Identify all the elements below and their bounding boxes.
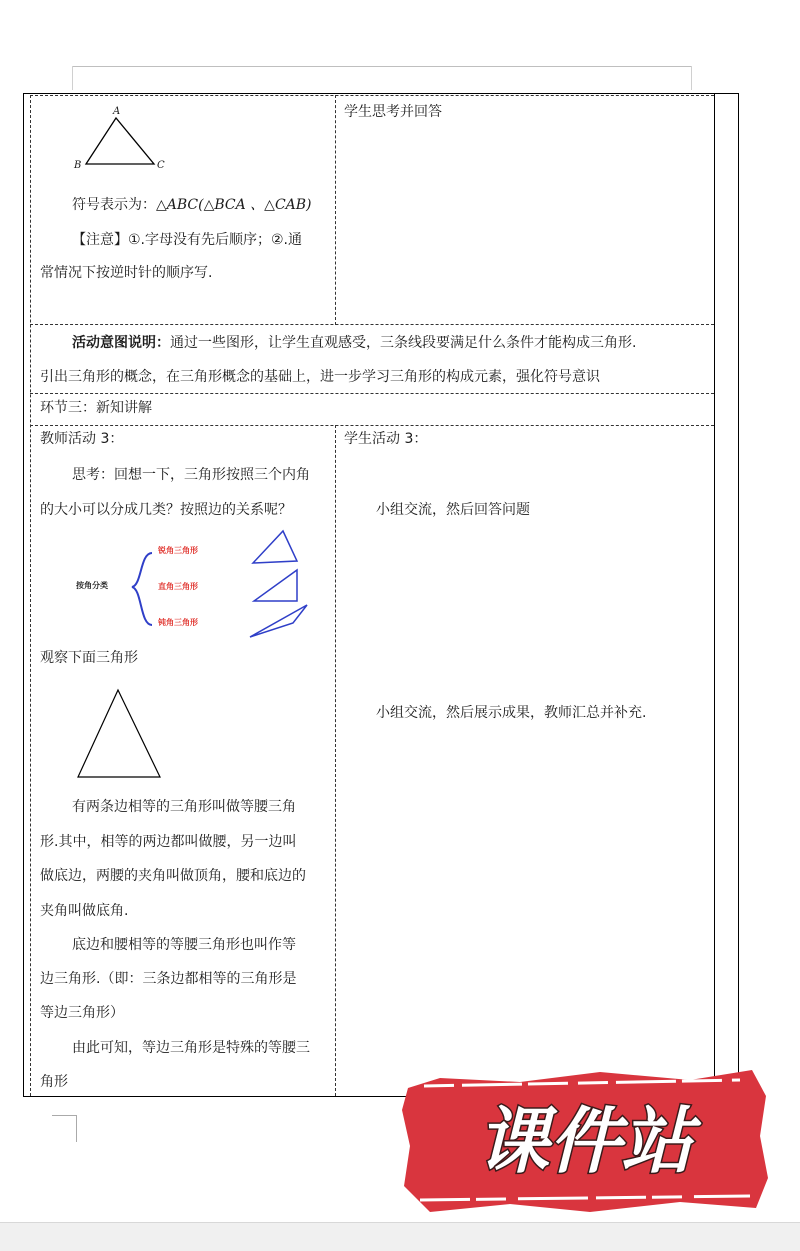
conclusion-line-2: 角形 [40,1074,68,1090]
right-triangle-label: 直角三角形 [158,582,198,591]
student-activity-heading: 学生活动 3： [344,431,428,447]
watermark-stamp-logo [400,1066,770,1216]
page-top-rule [72,66,692,67]
symbol-notation [72,195,312,215]
page-corner-mark [52,1115,77,1142]
student-answer-2: 小组交流，然后展示成果，教师汇总并补充. [376,705,647,721]
equilateral-line-3: 等边三角形） [40,1005,124,1021]
triangle-examples-figure [245,525,315,645]
vertex-label-a: A [113,106,121,117]
equilateral-line-1: 底边和腰相等的等腰三角形也叫作等 [72,937,296,953]
vertex-label-b: B [74,160,82,171]
teacher-activity-heading: 教师活动 3： [40,431,124,447]
think-line-2: 的大小可以分成几类？按照边的关系呢？ [40,502,292,518]
bottom-status-bar [0,1222,800,1251]
column-divider-mid-2 [335,425,336,1096]
intent-line-1 [72,333,636,353]
intent-label: 活动意图说明： [72,335,170,351]
row-divider-1 [30,324,714,325]
symbol-math: △ABC(△BCA 、△CAB) [156,197,312,213]
conclusion-line-1: 由此可知，等边三角形是特殊的等腰三 [72,1040,310,1056]
student-answer-1: 小组交流，然后回答问题 [376,502,530,518]
acute-triangle-label: 锐角三角形 [158,546,198,555]
student-think-answer: 学生思考并回答 [344,104,442,120]
row-divider-3 [30,425,714,426]
vertex-label-c: C [157,160,165,171]
note-line-2: 常情况下按逆时针的顺序写. [40,265,213,281]
note-line-1: 【注意】①.字母没有先后顺序；②.通 [72,232,303,248]
obtuse-triangle-label: 钝角三角形 [158,618,198,627]
observe-text: 观察下面三角形 [40,650,138,666]
isosceles-line-1: 有两条边相等的三角形叫做等腰三角 [72,799,296,815]
row-divider-2 [30,393,714,394]
isosceles-line-2: 形.其中，相等的两边都叫做腰，另一边叫 [40,834,297,850]
think-line-1: 思考：回想一下，三角形按照三个内角 [72,467,310,483]
section-title: 环节三：新知讲解 [40,400,152,416]
column-divider-mid-1 [335,95,336,325]
page-margin-mark-left [72,66,73,90]
isosceles-line-4: 夹角叫做底角. [40,903,129,919]
watermark-text: 课件站 [476,1099,694,1183]
symbol-prefix: 符号表示为： [72,197,156,213]
row-divider-top [30,95,714,96]
column-divider-left [30,95,31,1096]
intent-text-1: 通过一些图形，让学生直观感受，三条线段要满足什么条件才能构成三角形. [170,335,637,351]
table-inner-border [714,94,715,1097]
page-margin-mark-right [691,66,692,90]
equilateral-line-2: 边三角形.（即：三条边都相等的三角形是 [40,971,297,987]
classify-by-angle-label: 按角分类 [76,581,108,590]
curly-brace-icon [122,545,162,635]
isosceles-line-3: 做底边，两腰的夹角叫做顶角，腰和底边的 [40,868,306,884]
isosceles-triangle-figure [72,686,167,782]
intent-line-2: 引出三角形的概念，在三角形概念的基础上，进一步学习三角形的构成元素，强化符号意识 [40,369,600,385]
